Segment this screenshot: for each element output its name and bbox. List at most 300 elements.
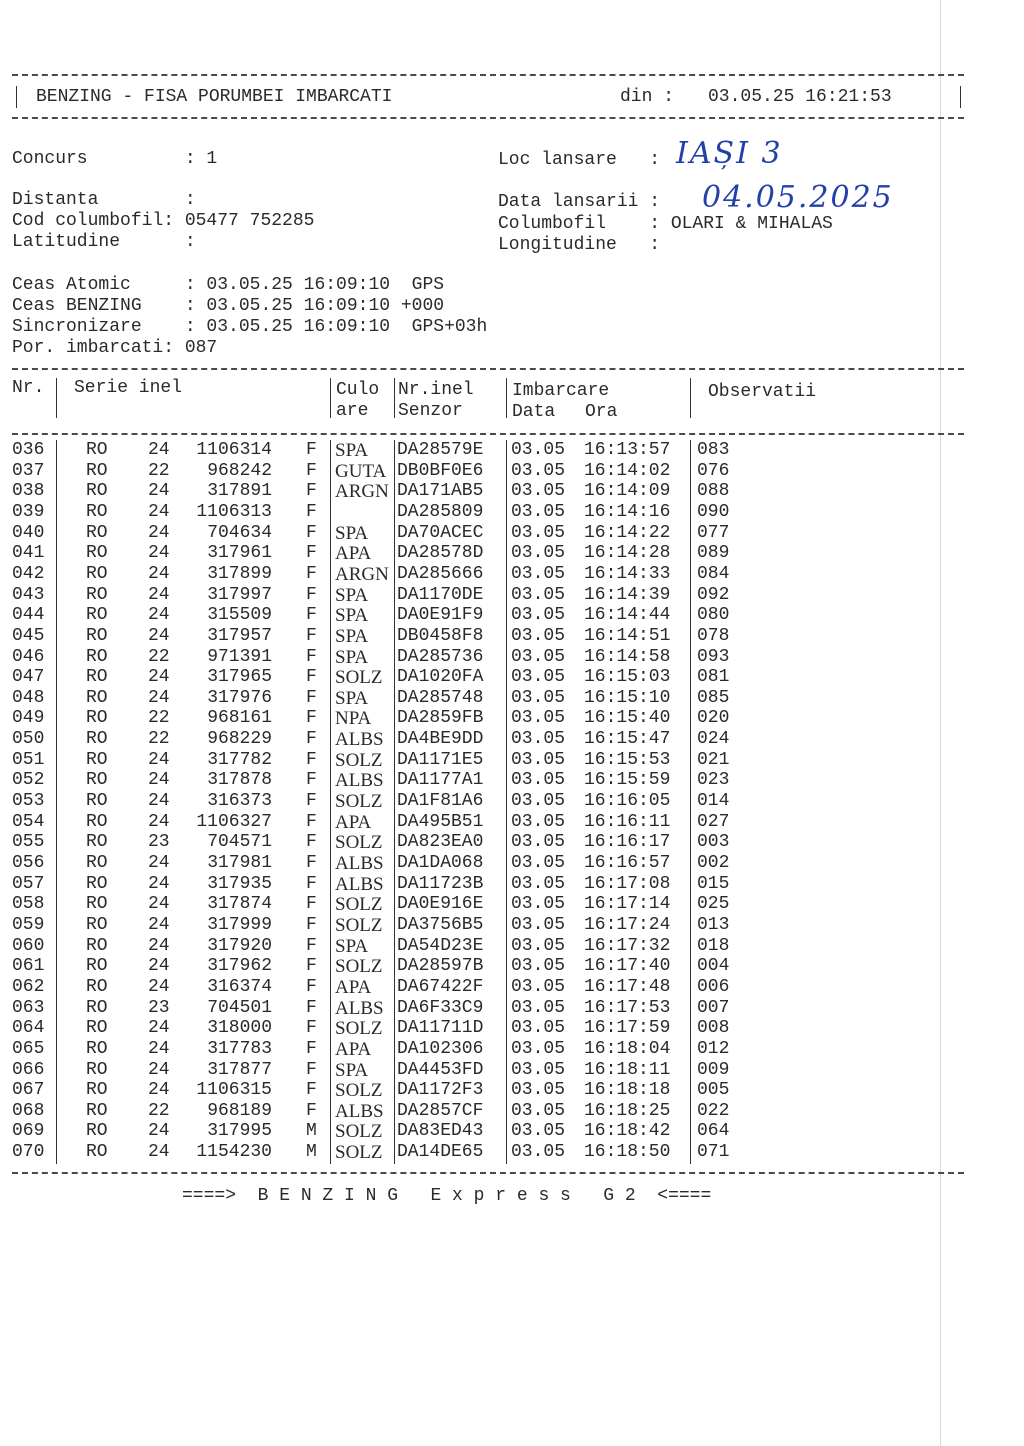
row-ring-number: 317997 bbox=[207, 584, 272, 605]
row-sensor: DB0BF0E6 bbox=[397, 460, 484, 481]
row-color: SPA bbox=[335, 625, 369, 647]
row-color: SOLZ bbox=[335, 1121, 383, 1143]
row-sex: F bbox=[306, 543, 317, 564]
row-country: RO bbox=[86, 749, 108, 770]
row-date: 03.05 bbox=[511, 956, 566, 977]
row-sex: F bbox=[306, 1080, 317, 1101]
row-color: ARGN bbox=[335, 563, 389, 585]
header-divider-3 bbox=[394, 378, 395, 418]
row-date: 03.05 bbox=[511, 770, 566, 791]
row-nr: 051 bbox=[12, 749, 45, 770]
col-header-serie-inel: Serie inel bbox=[74, 378, 183, 398]
row-year: 23 bbox=[148, 832, 170, 853]
row-ring-number: 317999 bbox=[207, 914, 272, 935]
row-sensor: DA4453FD bbox=[397, 1059, 484, 1080]
table-row bbox=[0, 874, 940, 895]
row-year: 24 bbox=[148, 1018, 170, 1039]
row-date: 03.05 bbox=[511, 935, 566, 956]
row-country: RO bbox=[86, 460, 108, 481]
row-nr: 062 bbox=[12, 976, 45, 997]
header-divider-2 bbox=[330, 378, 331, 418]
row-country: RO bbox=[86, 667, 108, 688]
row-year: 24 bbox=[148, 687, 170, 708]
row-date: 03.05 bbox=[511, 522, 566, 543]
row-nr: 065 bbox=[12, 1038, 45, 1059]
row-date: 03.05 bbox=[511, 646, 566, 667]
row-ring-number: 316374 bbox=[207, 976, 272, 997]
row-observatii: 027 bbox=[697, 811, 730, 832]
row-country: RO bbox=[86, 853, 108, 873]
row-time: 16:16:05 bbox=[584, 791, 671, 812]
row-date: 03.05 bbox=[511, 832, 566, 853]
row-observatii: 020 bbox=[697, 708, 730, 729]
row-nr: 061 bbox=[12, 956, 45, 977]
row-observatii: 083 bbox=[697, 440, 730, 460]
table-row bbox=[0, 1121, 940, 1142]
row-country: RO bbox=[86, 625, 108, 646]
row-observatii: 009 bbox=[697, 1059, 730, 1080]
row-sex: F bbox=[306, 625, 317, 646]
row-year: 24 bbox=[148, 584, 170, 605]
row-observatii: 018 bbox=[697, 935, 730, 956]
row-year: 24 bbox=[148, 1142, 170, 1163]
row-time: 16:17:24 bbox=[584, 914, 671, 935]
row-observatii: 008 bbox=[697, 1018, 730, 1039]
col-header-imbarcare: Imbarcare bbox=[512, 381, 610, 401]
table-row bbox=[0, 894, 940, 915]
row-nr: 069 bbox=[12, 1121, 45, 1142]
row-nr: 059 bbox=[12, 914, 45, 935]
row-time: 16:14:22 bbox=[584, 522, 671, 543]
row-sex: F bbox=[306, 873, 317, 894]
row-sensor: DA495B51 bbox=[397, 811, 484, 832]
row-sex: F bbox=[306, 460, 317, 481]
row-country: RO bbox=[86, 729, 108, 750]
row-time: 16:15:59 bbox=[584, 770, 671, 791]
row-color: SPA bbox=[335, 605, 369, 627]
row-date: 03.05 bbox=[511, 625, 566, 646]
header-divider-5 bbox=[690, 378, 691, 418]
row-date: 03.05 bbox=[511, 749, 566, 770]
row-ring-number: 317782 bbox=[207, 749, 272, 770]
row-color: GUTA bbox=[335, 460, 387, 482]
row-country: RO bbox=[86, 687, 108, 708]
table-row bbox=[0, 1039, 940, 1060]
row-date: 03.05 bbox=[511, 1080, 566, 1101]
row-color: SOLZ bbox=[335, 749, 383, 771]
row-color: SOLZ bbox=[335, 914, 383, 936]
row-country: RO bbox=[86, 646, 108, 667]
row-sensor: DA14DE65 bbox=[397, 1142, 484, 1163]
row-nr: 047 bbox=[12, 667, 45, 688]
table-row bbox=[0, 667, 940, 688]
header-left-bar bbox=[16, 86, 17, 108]
row-nr: 036 bbox=[12, 440, 45, 460]
row-country: RO bbox=[86, 1080, 108, 1101]
row-sex: F bbox=[306, 811, 317, 832]
row-sex: F bbox=[306, 914, 317, 935]
row-sex: F bbox=[306, 1100, 317, 1121]
row-sensor: DA285666 bbox=[397, 563, 484, 584]
row-sex: M bbox=[306, 1142, 317, 1163]
row-year: 24 bbox=[148, 873, 170, 894]
row-ring-number: 317874 bbox=[207, 894, 272, 915]
row-nr: 050 bbox=[12, 729, 45, 750]
row-time: 16:14:16 bbox=[584, 501, 671, 522]
row-time: 16:17:53 bbox=[584, 997, 671, 1018]
cod-columbofil-field: Cod columbofil: 05477 752285 bbox=[12, 211, 315, 231]
header-right-bar bbox=[960, 86, 961, 108]
row-ring-number: 316373 bbox=[207, 791, 272, 812]
row-observatii: 084 bbox=[697, 563, 730, 584]
row-ring-number: 968161 bbox=[207, 708, 272, 729]
row-observatii: 080 bbox=[697, 605, 730, 626]
row-color: ARGN bbox=[335, 481, 389, 503]
row-date: 03.05 bbox=[511, 543, 566, 564]
row-date: 03.05 bbox=[511, 997, 566, 1018]
row-year: 24 bbox=[148, 1080, 170, 1101]
row-year: 24 bbox=[148, 935, 170, 956]
row-sensor: DA70ACEC bbox=[397, 522, 484, 543]
data-lansarii-label: Data lansarii : bbox=[498, 192, 661, 212]
table-row bbox=[0, 915, 940, 936]
row-nr: 043 bbox=[12, 584, 45, 605]
row-observatii: 081 bbox=[697, 667, 730, 688]
row-country: RO bbox=[86, 1059, 108, 1080]
row-ring-number: 1106327 bbox=[196, 811, 272, 832]
row-sensor: DA1171E5 bbox=[397, 749, 484, 770]
row-ring-number: 968229 bbox=[207, 729, 272, 750]
row-observatii: 006 bbox=[697, 976, 730, 997]
row-ring-number: 971391 bbox=[207, 646, 272, 667]
row-year: 24 bbox=[148, 501, 170, 522]
row-country: RO bbox=[86, 522, 108, 543]
row-sex: F bbox=[306, 1018, 317, 1039]
row-color: SPA bbox=[335, 522, 369, 544]
row-country: RO bbox=[86, 501, 108, 522]
row-ring-number: 1106313 bbox=[196, 501, 272, 522]
row-observatii: 015 bbox=[697, 873, 730, 894]
table-row bbox=[0, 1142, 940, 1163]
row-date: 03.05 bbox=[511, 791, 566, 812]
row-nr: 063 bbox=[12, 997, 45, 1018]
col-header-ora: Ora bbox=[585, 402, 618, 422]
din-label: din : bbox=[620, 87, 675, 107]
row-sensor: DA11711D bbox=[397, 1018, 484, 1039]
row-sex: F bbox=[306, 853, 317, 873]
row-nr: 067 bbox=[12, 1080, 45, 1101]
row-time: 16:18:25 bbox=[584, 1100, 671, 1121]
row-color: APA bbox=[335, 543, 372, 565]
row-nr: 053 bbox=[12, 791, 45, 812]
row-nr: 058 bbox=[12, 894, 45, 915]
row-ring-number: 968189 bbox=[207, 1100, 272, 1121]
row-sensor: DA823EA0 bbox=[397, 832, 484, 853]
row-sensor: DA1F81A6 bbox=[397, 791, 484, 812]
row-date: 03.05 bbox=[511, 914, 566, 935]
row-color: ALBS bbox=[335, 873, 384, 895]
row-date: 03.05 bbox=[511, 563, 566, 584]
row-color: ALBS bbox=[335, 770, 384, 792]
row-color: SOLZ bbox=[335, 1142, 383, 1164]
row-sensor: DA1172F3 bbox=[397, 1080, 484, 1101]
row-nr: 041 bbox=[12, 543, 45, 564]
report-timestamp: 03.05.25 16:21:53 bbox=[708, 87, 892, 107]
row-year: 22 bbox=[148, 708, 170, 729]
row-country: RO bbox=[86, 935, 108, 956]
table-row bbox=[0, 1080, 940, 1101]
concurs-field: Concurs : 1 bbox=[12, 149, 218, 169]
row-color: SOLZ bbox=[335, 791, 383, 813]
row-year: 24 bbox=[148, 791, 170, 812]
row-sex: F bbox=[306, 1059, 317, 1080]
row-year: 24 bbox=[148, 956, 170, 977]
row-observatii: 021 bbox=[697, 749, 730, 770]
table-row bbox=[0, 688, 940, 709]
row-country: RO bbox=[86, 1038, 108, 1059]
loc-lansare-label: Loc lansare : bbox=[498, 150, 661, 170]
row-year: 24 bbox=[148, 894, 170, 915]
row-year: 24 bbox=[148, 625, 170, 646]
row-observatii: 024 bbox=[697, 729, 730, 750]
row-sex: F bbox=[306, 976, 317, 997]
row-ring-number: 1106315 bbox=[196, 1080, 272, 1101]
row-observatii: 022 bbox=[697, 1100, 730, 1121]
row-observatii: 088 bbox=[697, 481, 730, 502]
row-observatii: 023 bbox=[697, 770, 730, 791]
row-country: RO bbox=[86, 1018, 108, 1039]
row-year: 24 bbox=[148, 543, 170, 564]
row-country: RO bbox=[86, 894, 108, 915]
row-sensor: DA0E916E bbox=[397, 894, 484, 915]
row-ring-number: 317957 bbox=[207, 625, 272, 646]
row-nr: 054 bbox=[12, 811, 45, 832]
row-nr: 037 bbox=[12, 460, 45, 481]
row-observatii: 005 bbox=[697, 1080, 730, 1101]
row-year: 23 bbox=[148, 997, 170, 1018]
row-sex: F bbox=[306, 729, 317, 750]
row-country: RO bbox=[86, 811, 108, 832]
row-year: 24 bbox=[148, 563, 170, 584]
row-date: 03.05 bbox=[511, 729, 566, 750]
row-nr: 064 bbox=[12, 1018, 45, 1039]
table-row bbox=[0, 1101, 940, 1122]
row-country: RO bbox=[86, 832, 108, 853]
table-row bbox=[0, 523, 940, 544]
row-time: 16:17:08 bbox=[584, 873, 671, 894]
distanta-field: Distanta : bbox=[12, 190, 196, 210]
row-nr: 066 bbox=[12, 1059, 45, 1080]
row-date: 03.05 bbox=[511, 873, 566, 894]
row-sensor: DA285809 bbox=[397, 501, 484, 522]
row-sensor: DA4BE9DD bbox=[397, 729, 484, 750]
ceas-atomic-field: Ceas Atomic : 03.05.25 16:09:10 GPS bbox=[12, 275, 445, 295]
row-date: 03.05 bbox=[511, 460, 566, 481]
row-country: RO bbox=[86, 956, 108, 977]
row-ring-number: 317891 bbox=[207, 481, 272, 502]
por-imbarcati-field: Por. imbarcati: 087 bbox=[12, 338, 218, 358]
row-time: 16:17:32 bbox=[584, 935, 671, 956]
row-country: RO bbox=[86, 708, 108, 729]
loc-lansare-handwritten: IAȘI 3 bbox=[676, 136, 783, 171]
table-row bbox=[0, 812, 940, 833]
table-row bbox=[0, 585, 940, 606]
row-sensor: DA28579E bbox=[397, 440, 484, 460]
row-time: 16:14:51 bbox=[584, 625, 671, 646]
table-row bbox=[0, 481, 940, 502]
row-ring-number: 317878 bbox=[207, 770, 272, 791]
row-nr: 055 bbox=[12, 832, 45, 853]
row-date: 03.05 bbox=[511, 1121, 566, 1142]
row-nr: 057 bbox=[12, 873, 45, 894]
row-year: 22 bbox=[148, 646, 170, 667]
header-divider-4 bbox=[506, 378, 507, 418]
footer-banner: ====> B E N Z I N G E x p r e s s G 2 <==== bbox=[182, 1186, 712, 1206]
row-country: RO bbox=[86, 976, 108, 997]
table-row bbox=[0, 502, 940, 523]
row-date: 03.05 bbox=[511, 1038, 566, 1059]
col-header-data: Data bbox=[512, 402, 556, 422]
row-nr: 056 bbox=[12, 853, 45, 873]
row-nr: 060 bbox=[12, 935, 45, 956]
row-sex: F bbox=[306, 563, 317, 584]
row-time: 16:14:09 bbox=[584, 481, 671, 502]
row-country: RO bbox=[86, 1100, 108, 1121]
table-row bbox=[0, 956, 940, 977]
row-year: 24 bbox=[148, 1038, 170, 1059]
row-observatii: 014 bbox=[697, 791, 730, 812]
col-header-senzor: Senzor bbox=[398, 401, 463, 421]
row-observatii: 093 bbox=[697, 646, 730, 667]
table-row bbox=[0, 440, 940, 461]
row-year: 24 bbox=[148, 667, 170, 688]
row-ring-number: 317877 bbox=[207, 1059, 272, 1080]
row-year: 24 bbox=[148, 522, 170, 543]
row-observatii: 013 bbox=[697, 914, 730, 935]
row-date: 03.05 bbox=[511, 853, 566, 873]
row-sex: F bbox=[306, 646, 317, 667]
row-observatii: 071 bbox=[697, 1142, 730, 1163]
row-country: RO bbox=[86, 914, 108, 935]
col-header-culo: Culo bbox=[336, 380, 380, 400]
row-date: 03.05 bbox=[511, 1142, 566, 1163]
row-time: 16:13:57 bbox=[584, 440, 671, 460]
table-bottom-rule bbox=[12, 1172, 964, 1174]
row-year: 24 bbox=[148, 1059, 170, 1080]
row-observatii: 004 bbox=[697, 956, 730, 977]
row-country: RO bbox=[86, 1121, 108, 1142]
row-sex: F bbox=[306, 1038, 317, 1059]
header-bottom-rule bbox=[12, 117, 964, 119]
row-nr: 046 bbox=[12, 646, 45, 667]
row-date: 03.05 bbox=[511, 1018, 566, 1039]
header-divider-1 bbox=[56, 378, 57, 418]
row-nr: 038 bbox=[12, 481, 45, 502]
row-ring-number: 315509 bbox=[207, 605, 272, 626]
row-time: 16:17:40 bbox=[584, 956, 671, 977]
row-nr: 070 bbox=[12, 1142, 45, 1163]
row-year: 24 bbox=[148, 440, 170, 460]
col-header-are: are bbox=[336, 401, 369, 421]
row-date: 03.05 bbox=[511, 481, 566, 502]
row-sensor: DB0458F8 bbox=[397, 625, 484, 646]
row-color: SPA bbox=[335, 584, 369, 606]
row-color: SPA bbox=[335, 646, 369, 668]
row-sex: F bbox=[306, 770, 317, 791]
row-sensor: DA2859FB bbox=[397, 708, 484, 729]
row-color: NPA bbox=[335, 708, 372, 730]
row-sex: F bbox=[306, 584, 317, 605]
row-sensor: DA1177A1 bbox=[397, 770, 484, 791]
row-year: 24 bbox=[148, 811, 170, 832]
row-nr: 068 bbox=[12, 1100, 45, 1121]
page-edge-line bbox=[940, 0, 941, 1446]
row-country: RO bbox=[86, 770, 108, 791]
row-color: SOLZ bbox=[335, 894, 383, 916]
row-color: SOLZ bbox=[335, 1018, 383, 1040]
table-row bbox=[0, 936, 940, 957]
row-time: 16:18:11 bbox=[584, 1059, 671, 1080]
row-observatii: 002 bbox=[697, 853, 730, 873]
table-row bbox=[0, 708, 940, 729]
row-date: 03.05 bbox=[511, 440, 566, 460]
row-ring-number: 317981 bbox=[207, 853, 272, 873]
row-date: 03.05 bbox=[511, 894, 566, 915]
row-sensor: DA83ED43 bbox=[397, 1121, 484, 1142]
row-sensor: DA28578D bbox=[397, 543, 484, 564]
row-observatii: 064 bbox=[697, 1121, 730, 1142]
row-time: 16:14:44 bbox=[584, 605, 671, 626]
row-color: SOLZ bbox=[335, 956, 383, 978]
row-date: 03.05 bbox=[511, 501, 566, 522]
report-title: BENZING - FISA PORUMBEI IMBARCATI bbox=[36, 87, 393, 107]
row-sex: F bbox=[306, 935, 317, 956]
row-sensor: DA1DA068 bbox=[397, 853, 484, 873]
row-nr: 044 bbox=[12, 605, 45, 626]
row-year: 24 bbox=[148, 1121, 170, 1142]
row-sex: F bbox=[306, 708, 317, 729]
row-country: RO bbox=[86, 584, 108, 605]
row-year: 24 bbox=[148, 914, 170, 935]
table-header-bottom-rule bbox=[12, 433, 964, 435]
row-time: 16:15:10 bbox=[584, 687, 671, 708]
row-sensor: DA285748 bbox=[397, 687, 484, 708]
row-ring-number: 317783 bbox=[207, 1038, 272, 1059]
row-observatii: 092 bbox=[697, 584, 730, 605]
row-sex: F bbox=[306, 687, 317, 708]
row-observatii: 007 bbox=[697, 997, 730, 1018]
ceas-benzing-field: Ceas BENZING : 03.05.25 16:09:10 +000 bbox=[12, 296, 445, 316]
row-year: 24 bbox=[148, 749, 170, 770]
row-observatii: 003 bbox=[697, 832, 730, 853]
row-nr: 045 bbox=[12, 625, 45, 646]
row-sensor: DA11723B bbox=[397, 873, 484, 894]
table-row bbox=[0, 977, 940, 998]
sincronizare-field: Sincronizare : 03.05.25 16:09:10 GPS+03h bbox=[12, 317, 488, 337]
row-sensor: DA1020FA bbox=[397, 667, 484, 688]
table-row bbox=[0, 605, 940, 626]
row-sex: F bbox=[306, 832, 317, 853]
row-sex: F bbox=[306, 894, 317, 915]
row-nr: 042 bbox=[12, 563, 45, 584]
row-sensor: DA54D23E bbox=[397, 935, 484, 956]
row-color: SPA bbox=[335, 687, 369, 709]
row-color: ALBS bbox=[335, 729, 384, 751]
row-time: 16:17:14 bbox=[584, 894, 671, 915]
row-year: 22 bbox=[148, 460, 170, 481]
row-ring-number: 317976 bbox=[207, 687, 272, 708]
row-time: 16:15:47 bbox=[584, 729, 671, 750]
